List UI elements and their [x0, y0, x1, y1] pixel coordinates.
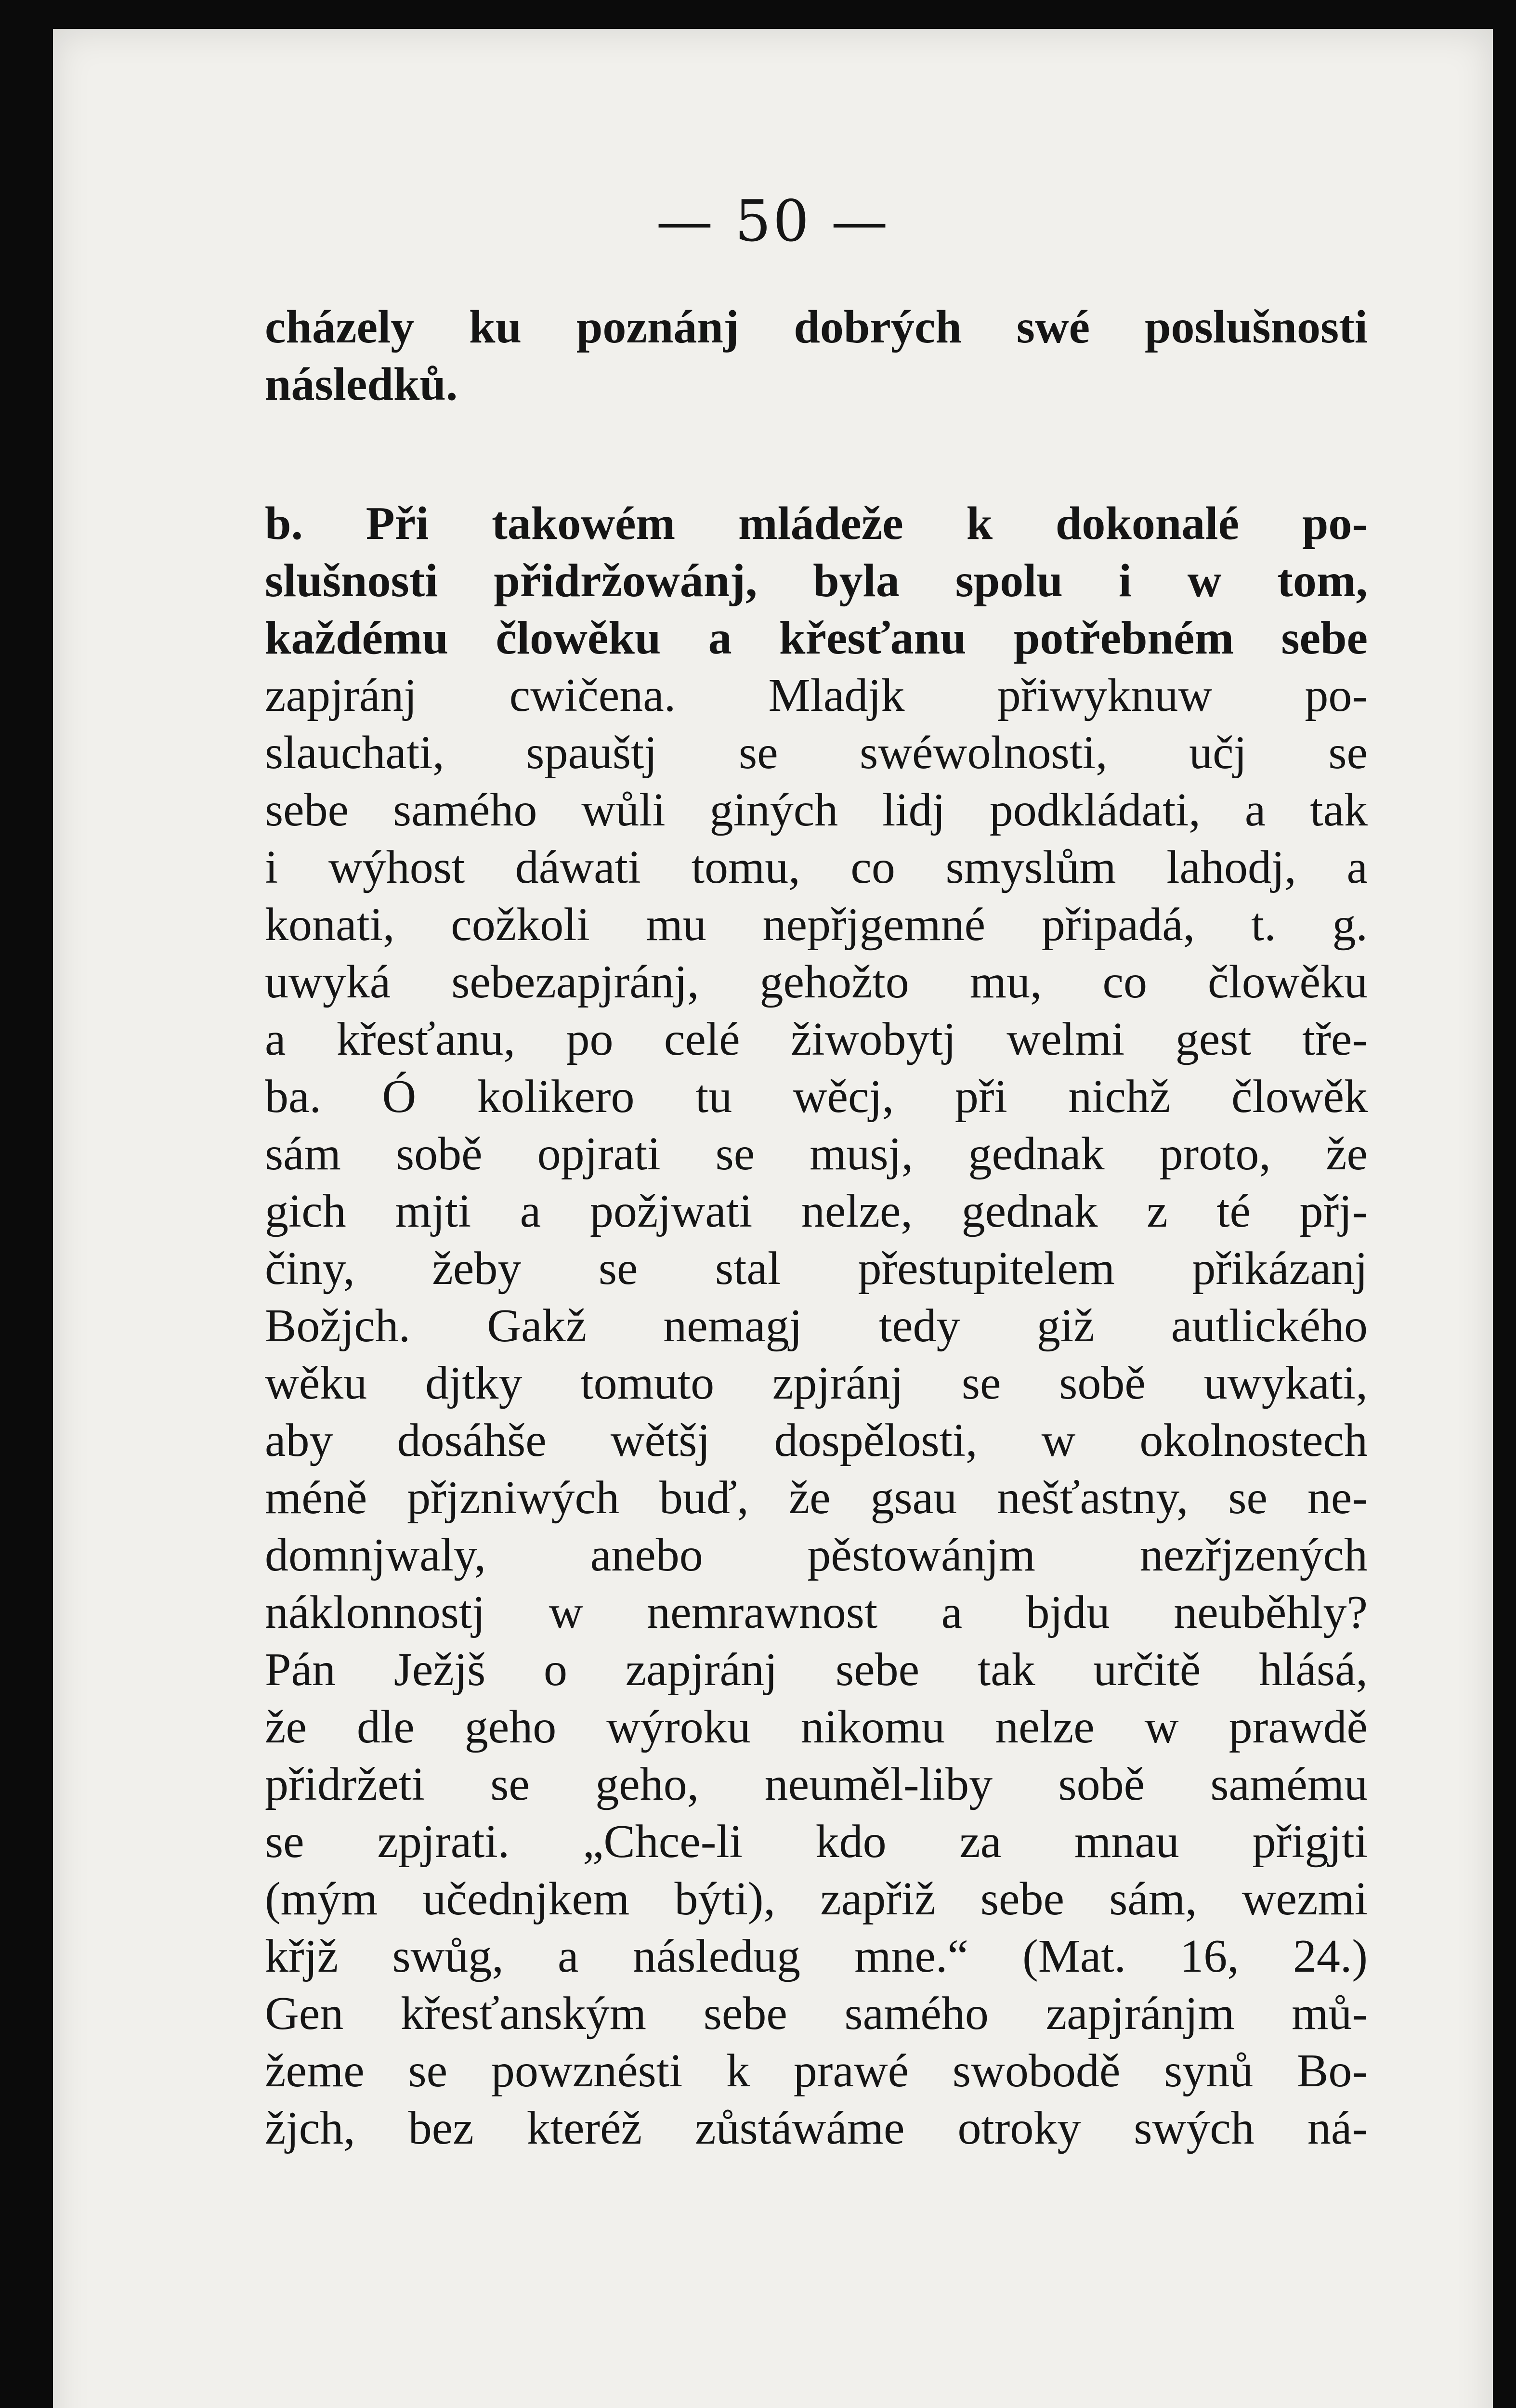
text-line: uwyká sebezapjránj, gehožto mu, co člowěku — [265, 956, 1368, 1008]
text-line: přidržeti se geho, neuměl-liby sobě samému — [265, 1758, 1368, 1810]
text-line: žeme se powznésti k prawé swobodě synů Bo- — [265, 2045, 1368, 2097]
text-line: každému člowěku a křesťanu potřebném sebe — [265, 612, 1368, 664]
text-line: aby dosáhše wětšj dospělosti, w okolnostech — [265, 1414, 1368, 1466]
text-line: b. Při takowém mládeže k dokonalé po- — [265, 497, 1368, 550]
text-line: gich mjti a požjwati nelze, gednak z té přj- — [265, 1185, 1368, 1237]
text-line: cházely ku poznánj dobrých swé poslušnosti — [265, 301, 1368, 353]
page-number: — 50 — — [656, 188, 890, 254]
text-line: náklonnostj w nemrawnost a bjdu neuběhly? — [265, 1586, 1368, 1638]
text-line: méně přjzniwých buď, že gsau nešťastny, se ne- — [265, 1472, 1368, 1524]
text-line: domnjwaly, anebo pěstowánjm nezřjzených — [265, 1529, 1368, 1581]
text-line: žjch, bez kteréž zůstáwáme otroky swých ná- — [265, 2102, 1368, 2154]
text-line: i wýhost dáwati tomu, co smyslům lahodj, a — [265, 841, 1368, 893]
text-line: slušnosti přidržowánj, byla spolu i w tom, — [265, 555, 1368, 607]
text-line: Gen křesťanským sebe samého zapjránjm mů- — [265, 1988, 1368, 2040]
text-line: zapjránj cwičena. Mladjk přiwyknuw po- — [265, 669, 1368, 721]
text-line: se zpjrati. „Chce-li kdo za mnau přigjti — [265, 1816, 1368, 1868]
text-line: následků. — [265, 358, 458, 410]
text-line: wěku djtky tomuto zpjránj se sobě uwykati, — [265, 1357, 1368, 1409]
text-line: sebe samého wůli giných lidj podkládati, a tak — [265, 784, 1368, 836]
text-line: a křesťanu, po celé žiwobytj welmi gest tře- — [265, 1013, 1368, 1065]
text-line: Pán Ježjš o zapjránj sebe tak určitě hlásá, — [265, 1644, 1368, 1696]
body-text — [265, 299, 1368, 2157]
text-line: křjž swůg, a následug mne.“ (Mat. 16, 24.) — [265, 1930, 1368, 1982]
text-line: činy, žeby se stal přestupitelem přikázanj — [265, 1243, 1368, 1295]
paragraph-gap — [265, 413, 1368, 495]
text-line: (mým učednjkem býti), zapřiž sebe sám, wezmi — [265, 1873, 1368, 1925]
text-line: sám sobě opjrati se musj, gednak proto, že — [265, 1128, 1368, 1180]
paragraph-continuation — [265, 299, 1368, 413]
text-line: že dle geho wýroku nikomu nelze w prawdě — [265, 1701, 1368, 1753]
book-page — [53, 29, 1493, 2408]
paragraph-b — [265, 495, 1368, 2157]
text-line: ba. Ó kolikero tu wěcj, při nichž člowěk — [265, 1071, 1368, 1123]
text-line: slauchati, spauštj se swéwolnosti, učj se — [265, 727, 1368, 779]
text-line: Božjch. Gakž nemagj tedy giž autlického — [265, 1300, 1368, 1352]
text-line: konati, cožkoli mu nepřjgemné připadá, t. g. — [265, 899, 1368, 951]
